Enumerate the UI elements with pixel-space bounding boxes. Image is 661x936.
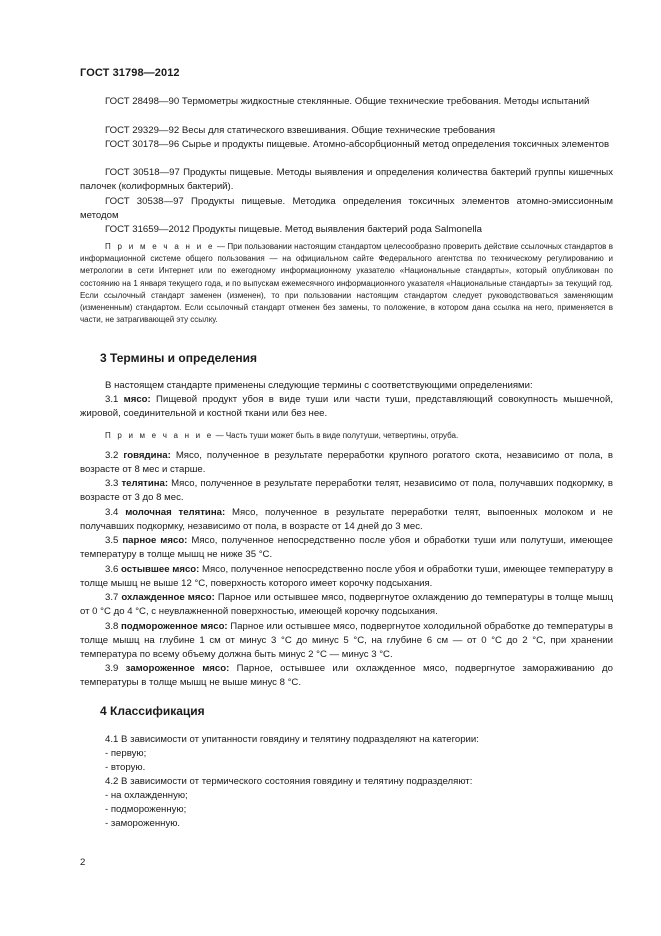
term-definition: 3.4 молочная телятина: Мясо, полученное в результате переработки телят, выпоенных молоком и не получавших подкормку, независимо от пола, в возрасте от 14 дней до 3 мес.: [80, 507, 613, 533]
term-definition: 3.5 парное мясо: Мясо, полученное непосредственно после убоя и обработки туши или полутуши, имеющее температуру в толще мышц не ниже 35 °С.: [80, 535, 613, 561]
note-text: — При пользовании настоящим стандартом целесообразно проверить действие ссылочных стандартов в информационной системе общего пользования — на официальном сайте Федерального агентства по техническому регулированию и метрологии в сети Интернет или по ежегодному информационному указателю «Национальные стандарты», который опубликован по состоянию на 1 января текущего года, и по выпускам ежемесячного информационного указателя «Национальные стандарты» за текущий год. Если ссылочный стандарт заменен (изменен), то при пользовании настоящим стандартом следует руководствоваться заменяющим (измененным) стандартом. Если ссылочный стандарт отменен без замены, то положение, в котором дана ссылка на него, применяется в части, не затрагивающей эту ссылку.: [80, 242, 614, 325]
list-item: - подмороженную;: [105, 804, 187, 815]
term-name: говядина:: [123, 450, 171, 461]
term-definition: 3.8 подмороженное мясо: Парное или остывшее мясо, подвергнутое холодильной обработке до температуры в толще мышц на глубине 1 см от минус 3 °С до минус 5 °С, на глубине 6 см — от 0 °С до 2 °С, при хранении температура по всему объему должна быть минус 2 °С — минус 3 °С.: [80, 621, 613, 661]
document-header: ГОСТ 31798—2012: [80, 67, 180, 79]
reference-item: ГОСТ 29329—92 Весы для статического взвешивания. Общие технические требования: [105, 125, 496, 136]
list-item: - на охлажденную;: [105, 790, 188, 801]
reference-item: ГОСТ 30538—97 Продукты пищевые. Методика определения токсичных элементов атомно-эмиссионным методом: [80, 196, 613, 222]
section-heading: 3 Термины и определения: [100, 351, 258, 365]
term-definition: 3.3 телятина: Мясо, полученное в результате переработки телят, независимо от пола, получавших подкормку, в возрасте от 3 до 8 мес.: [80, 478, 613, 504]
term-name: подмороженное мясо:: [121, 621, 228, 632]
term-definition: 3.7 охлажденное мясо: Парное или остывшее мясо, подвергнутое охлаждению до температуры в толще мышц от 0 °С до 4 °С, с неувлажненной поверхностью, имеющей корочку подсыхания.: [80, 592, 613, 618]
list-item: - вторую.: [105, 762, 146, 773]
list-item: - первую;: [105, 748, 147, 759]
note-label: П р и м е ч а н и е: [105, 431, 214, 440]
reference-item: ГОСТ 30518—97 Продукты пищевые. Методы выявления и определения количества бактерий группы кишечных палочек (колиформных бактерий).: [80, 167, 613, 193]
note-text: — Часть туши может быть в виде полутуши, четвертины, отруба.: [213, 431, 459, 440]
clause: 4.1 В зависимости от упитанности говядину и телятину подразделяют на категории:: [105, 734, 479, 745]
term-name: телятина:: [121, 478, 169, 489]
reference-item: ГОСТ 30178—96 Сырье и продукты пищевые. Атомно-абсорбционный метод определения токсичных элементов: [105, 139, 610, 150]
term-name: парное мясо:: [122, 535, 188, 546]
clause: 4.2 В зависимости от термического состояния говядину и телятину подразделяют:: [105, 776, 473, 787]
term-name: мясо:: [123, 394, 151, 405]
term-name: охлажденное мясо:: [121, 592, 215, 603]
page-number: 2: [80, 857, 86, 868]
term-name: молочная телятина:: [125, 507, 226, 518]
note-label: П р и м е ч а н и е: [105, 242, 215, 251]
list-item: - замороженную.: [105, 818, 181, 829]
note-block: [80, 241, 613, 326]
term-definition: 3.6 остывшее мясо: Мясо, полученное непосредственно после убоя и обработки туши, имеющее температуру в толще мышц не выше 12 °С, поверхность которого имеет корочку подсыхания.: [80, 564, 613, 590]
term-name: остывшее мясо:: [121, 564, 200, 575]
term-definition: 3.9 замороженное мясо: Парное, остывшее или охлажденное мясо, подвергнутое замораживанию до температуры в толще мышц не выше минус 8 °С.: [80, 663, 613, 689]
note-block: [80, 430, 613, 442]
term-definition: 3.1 мясо: Пищевой продукт убоя в виде туши или части туши, представляющий совокупность мышечной, жировой, соединительной и костной ткани или без нее.: [80, 394, 613, 420]
reference-item: ГОСТ 28498—90 Термометры жидкостные стеклянные. Общие технические требования. Методы испытаний: [105, 96, 590, 107]
term-definition: 3.2 говядина: Мясо, полученное в результате переработки крупного рогатого скота, независимо от пола, в возрасте от 8 мес и старше.: [80, 450, 613, 476]
reference-item: ГОСТ 31659—2012 Продукты пищевые. Метод выявления бактерий рода Salmonella: [105, 224, 482, 235]
section-intro: В настоящем стандарте применены следующие термины с соответствующими определениями:: [105, 380, 533, 391]
section-heading: 4 Классификация: [100, 704, 205, 718]
term-name: замороженное мясо:: [125, 663, 230, 674]
